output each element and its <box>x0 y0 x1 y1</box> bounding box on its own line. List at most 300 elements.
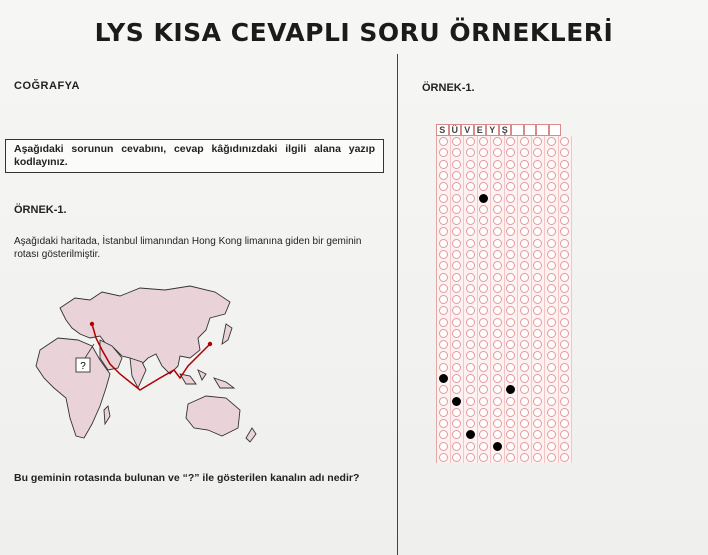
answer-bubble[interactable] <box>520 205 529 214</box>
answer-bubble[interactable] <box>533 250 542 259</box>
answer-bubble[interactable] <box>520 160 529 169</box>
answer-bubble[interactable] <box>439 363 448 372</box>
answer-bubble[interactable] <box>520 227 529 236</box>
answer-bubble[interactable] <box>479 227 488 236</box>
answer-bubble[interactable] <box>520 442 529 451</box>
answer-bubble[interactable] <box>520 239 529 248</box>
filled-bubble[interactable] <box>493 442 502 451</box>
australia-landmass <box>186 396 240 436</box>
answer-letter-cell: S <box>436 124 449 136</box>
answer-bubble[interactable] <box>506 408 515 417</box>
answer-bubble[interactable] <box>439 250 448 259</box>
answer-bubble[interactable] <box>466 374 475 383</box>
answer-bubble[interactable] <box>452 340 461 349</box>
answer-bubble[interactable] <box>560 351 569 360</box>
answer-bubble[interactable] <box>547 160 556 169</box>
answer-bubble[interactable] <box>493 250 502 259</box>
answer-bubble[interactable] <box>560 397 569 406</box>
answer-bubble[interactable] <box>493 261 502 270</box>
answer-bubble[interactable] <box>533 205 542 214</box>
answer-bubble[interactable] <box>466 182 475 191</box>
answer-bubble[interactable] <box>493 363 502 372</box>
answer-bubble[interactable] <box>439 261 448 270</box>
answer-bubble[interactable] <box>439 160 448 169</box>
answer-bubble[interactable] <box>466 261 475 270</box>
answer-bubble[interactable] <box>547 374 556 383</box>
answer-bubble[interactable] <box>547 216 556 225</box>
answer-bubble[interactable] <box>479 171 488 180</box>
answer-bubble[interactable] <box>520 419 529 428</box>
answer-bubble[interactable] <box>560 216 569 225</box>
answer-bubble[interactable] <box>547 340 556 349</box>
answer-bubble[interactable] <box>533 430 542 439</box>
answer-bubble[interactable] <box>506 171 515 180</box>
answer-bubble[interactable] <box>533 442 542 451</box>
answer-letter-row <box>436 124 572 136</box>
answer-bubble[interactable] <box>452 385 461 394</box>
answer-bubble[interactable] <box>493 329 502 338</box>
question-text: Bu geminin rotasında bulunan ve “?” ile gösterilen kanalın adı nedir? <box>14 472 360 484</box>
answer-bubble[interactable] <box>479 273 488 282</box>
answer-bubble[interactable] <box>439 194 448 203</box>
answer-bubble[interactable] <box>493 194 502 203</box>
answer-bubble[interactable] <box>452 273 461 282</box>
filled-bubble[interactable] <box>439 374 448 383</box>
answer-bubble[interactable] <box>533 318 542 327</box>
answer-bubble[interactable] <box>520 194 529 203</box>
answer-bubble[interactable] <box>439 227 448 236</box>
answer-bubble[interactable] <box>533 194 542 203</box>
answer-bubble[interactable] <box>493 216 502 225</box>
answer-bubble[interactable] <box>479 239 488 248</box>
answer-bubble[interactable] <box>547 318 556 327</box>
answer-bubble[interactable] <box>493 227 502 236</box>
answer-bubble[interactable] <box>520 148 529 157</box>
answer-bubble[interactable] <box>547 397 556 406</box>
answer-bubble[interactable] <box>452 329 461 338</box>
answer-bubble[interactable] <box>439 329 448 338</box>
answer-bubble[interactable] <box>466 227 475 236</box>
answer-bubble[interactable] <box>493 137 502 146</box>
filled-bubble[interactable] <box>452 397 461 406</box>
answer-bubble[interactable] <box>479 408 488 417</box>
answer-bubble[interactable] <box>506 318 515 327</box>
answer-bubble[interactable] <box>520 453 529 462</box>
answer-bubble[interactable] <box>479 363 488 372</box>
answer-bubble[interactable] <box>547 408 556 417</box>
answer-bubble[interactable] <box>560 385 569 394</box>
answer-bubble[interactable] <box>506 261 515 270</box>
answer-bubble[interactable] <box>439 182 448 191</box>
answer-bubble[interactable] <box>547 419 556 428</box>
answer-bubble[interactable] <box>560 419 569 428</box>
answer-bubble[interactable] <box>520 182 529 191</box>
answer-bubble[interactable] <box>506 397 515 406</box>
answer-bubble[interactable] <box>479 148 488 157</box>
answer-bubble[interactable] <box>466 385 475 394</box>
answer-bubble[interactable] <box>560 408 569 417</box>
answer-bubble[interactable] <box>533 239 542 248</box>
answer-bubble[interactable] <box>533 160 542 169</box>
answer-bubble[interactable] <box>520 351 529 360</box>
answer-bubble[interactable] <box>466 216 475 225</box>
answer-bubble[interactable] <box>452 351 461 360</box>
answer-bubble[interactable] <box>452 216 461 225</box>
answer-bubble[interactable] <box>560 363 569 372</box>
answer-bubble[interactable] <box>479 284 488 293</box>
answer-bubble[interactable] <box>533 182 542 191</box>
answer-bubble[interactable] <box>452 205 461 214</box>
answer-bubble[interactable] <box>466 250 475 259</box>
answer-bubble[interactable] <box>547 453 556 462</box>
answer-bubble[interactable] <box>520 216 529 225</box>
answer-bubble[interactable] <box>533 227 542 236</box>
answer-bubble[interactable] <box>506 419 515 428</box>
answer-bubble[interactable] <box>506 182 515 191</box>
answer-bubble[interactable] <box>520 397 529 406</box>
answer-bubble[interactable] <box>466 273 475 282</box>
answer-bubble[interactable] <box>547 430 556 439</box>
answer-bubble[interactable] <box>506 442 515 451</box>
answer-bubble[interactable] <box>520 295 529 304</box>
answer-bubble[interactable] <box>520 137 529 146</box>
answer-bubble[interactable] <box>466 397 475 406</box>
marker-label: ? <box>80 361 86 372</box>
answer-bubble[interactable] <box>493 148 502 157</box>
answer-bubble[interactable] <box>560 171 569 180</box>
answer-bubble[interactable] <box>493 160 502 169</box>
africa-landmass <box>36 338 110 438</box>
answer-bubble[interactable] <box>560 194 569 203</box>
answer-bubble[interactable] <box>452 194 461 203</box>
answer-bubble[interactable] <box>560 160 569 169</box>
answer-bubble[interactable] <box>547 137 556 146</box>
answer-bubble[interactable] <box>547 182 556 191</box>
answer-bubble[interactable] <box>439 351 448 360</box>
answer-bubble[interactable] <box>547 306 556 315</box>
answer-bubble[interactable] <box>479 430 488 439</box>
answer-bubble[interactable] <box>506 351 515 360</box>
answer-bubble[interactable] <box>479 306 488 315</box>
answer-bubble[interactable] <box>493 397 502 406</box>
answer-bubble[interactable] <box>520 340 529 349</box>
answer-bubble[interactable] <box>493 385 502 394</box>
answer-bubble[interactable] <box>547 194 556 203</box>
answer-bubble[interactable] <box>466 148 475 157</box>
answer-bubble[interactable] <box>493 273 502 282</box>
answer-bubble[interactable] <box>520 374 529 383</box>
answer-bubble[interactable] <box>533 397 542 406</box>
answer-bubble[interactable] <box>493 306 502 315</box>
answer-bubble[interactable] <box>547 227 556 236</box>
answer-bubble[interactable] <box>466 137 475 146</box>
answer-bubble[interactable] <box>560 295 569 304</box>
answer-bubble[interactable] <box>452 227 461 236</box>
answer-bubble[interactable] <box>493 340 502 349</box>
answer-bubble[interactable] <box>547 351 556 360</box>
answer-bubble[interactable] <box>439 295 448 304</box>
answer-bubble[interactable] <box>439 239 448 248</box>
bubble-column <box>505 136 519 463</box>
answer-bubble[interactable] <box>439 340 448 349</box>
answer-bubble[interactable] <box>493 430 502 439</box>
answer-bubble[interactable] <box>452 261 461 270</box>
filled-bubble[interactable] <box>479 194 488 203</box>
answer-bubble[interactable] <box>493 239 502 248</box>
answer-bubble[interactable] <box>466 351 475 360</box>
answer-bubble[interactable] <box>493 419 502 428</box>
answer-bubble[interactable] <box>493 351 502 360</box>
answer-bubble[interactable] <box>479 374 488 383</box>
answer-bubble[interactable] <box>560 374 569 383</box>
answer-bubble[interactable] <box>560 442 569 451</box>
answer-bubble[interactable] <box>547 363 556 372</box>
answer-bubble[interactable] <box>533 216 542 225</box>
answer-bubble[interactable] <box>560 453 569 462</box>
answer-bubble[interactable] <box>452 239 461 248</box>
answer-bubble[interactable] <box>439 318 448 327</box>
answer-bubble[interactable] <box>533 295 542 304</box>
answer-bubble[interactable] <box>506 430 515 439</box>
answer-bubble[interactable] <box>466 329 475 338</box>
answer-bubble[interactable] <box>547 284 556 293</box>
answer-bubble[interactable] <box>560 261 569 270</box>
answer-bubble[interactable] <box>452 182 461 191</box>
answer-bubble[interactable] <box>439 408 448 417</box>
instruction-box: Aşağıdaki sorunun cevabını, cevap kâğıdınızdaki ilgili alana yazıp kodlayınız. <box>5 139 384 173</box>
answer-bubble[interactable] <box>560 306 569 315</box>
bubble-column <box>464 136 478 463</box>
answer-bubble[interactable] <box>506 250 515 259</box>
answer-bubble[interactable] <box>533 363 542 372</box>
answer-bubble[interactable] <box>520 363 529 372</box>
answer-bubble[interactable] <box>452 374 461 383</box>
answer-bubble[interactable] <box>493 295 502 304</box>
filled-bubble[interactable] <box>506 385 515 394</box>
answer-bubble[interactable] <box>466 363 475 372</box>
answer-bubble[interactable] <box>439 137 448 146</box>
answer-bubble[interactable] <box>452 363 461 372</box>
answer-bubble[interactable] <box>560 239 569 248</box>
answer-bubble[interactable] <box>493 205 502 214</box>
answer-bubble[interactable] <box>533 385 542 394</box>
answer-bubble[interactable] <box>506 340 515 349</box>
answer-bubble[interactable] <box>547 205 556 214</box>
answer-bubble[interactable] <box>506 227 515 236</box>
answer-bubble[interactable] <box>506 194 515 203</box>
answer-bubble[interactable] <box>506 216 515 225</box>
answer-bubble[interactable] <box>506 453 515 462</box>
answer-bubble[interactable] <box>547 239 556 248</box>
answer-bubble[interactable] <box>520 408 529 417</box>
answer-bubble[interactable] <box>479 318 488 327</box>
answer-bubble[interactable] <box>452 250 461 259</box>
answer-bubble[interactable] <box>560 182 569 191</box>
answer-bubble[interactable] <box>533 329 542 338</box>
answer-bubble[interactable] <box>506 148 515 157</box>
answer-bubble[interactable] <box>560 250 569 259</box>
answer-bubble[interactable] <box>452 137 461 146</box>
answer-bubble[interactable] <box>466 160 475 169</box>
answer-bubble[interactable] <box>479 295 488 304</box>
answer-bubble[interactable] <box>533 374 542 383</box>
answer-bubble[interactable] <box>466 284 475 293</box>
answer-bubble[interactable] <box>479 329 488 338</box>
answer-bubble[interactable] <box>560 284 569 293</box>
answer-bubble[interactable] <box>560 430 569 439</box>
bubble-column <box>532 136 546 463</box>
answer-bubble[interactable] <box>466 194 475 203</box>
answer-bubble[interactable] <box>466 442 475 451</box>
answer-bubble[interactable] <box>520 306 529 315</box>
answer-bubble[interactable] <box>493 374 502 383</box>
answer-bubble[interactable] <box>439 273 448 282</box>
answer-bubble[interactable] <box>560 148 569 157</box>
answer-bubble[interactable] <box>452 453 461 462</box>
answer-bubble[interactable] <box>506 239 515 248</box>
answer-bubble[interactable] <box>506 205 515 214</box>
answer-bubble[interactable] <box>493 182 502 191</box>
answer-bubble[interactable] <box>506 273 515 282</box>
answer-bubble[interactable] <box>452 284 461 293</box>
answer-bubble[interactable] <box>533 351 542 360</box>
answer-bubble[interactable] <box>493 284 502 293</box>
answer-bubble[interactable] <box>439 442 448 451</box>
answer-bubble[interactable] <box>560 273 569 282</box>
answer-bubble[interactable] <box>452 419 461 428</box>
answer-bubble[interactable] <box>547 442 556 451</box>
answer-bubble[interactable] <box>547 171 556 180</box>
answer-bubble[interactable] <box>506 374 515 383</box>
answer-bubble[interactable] <box>452 408 461 417</box>
answer-bubble[interactable] <box>493 318 502 327</box>
answer-bubble[interactable] <box>479 137 488 146</box>
answer-bubble[interactable] <box>439 419 448 428</box>
answer-bubble[interactable] <box>466 419 475 428</box>
answer-bubble[interactable] <box>560 329 569 338</box>
answer-bubble[interactable] <box>466 453 475 462</box>
answer-bubble[interactable] <box>520 284 529 293</box>
answer-bubble[interactable] <box>452 306 461 315</box>
answer-bubble[interactable] <box>506 329 515 338</box>
answer-bubble[interactable] <box>520 273 529 282</box>
answer-bubble[interactable] <box>506 160 515 169</box>
answer-bubble[interactable] <box>452 160 461 169</box>
answer-bubble[interactable] <box>466 171 475 180</box>
answer-bubble[interactable] <box>452 148 461 157</box>
answer-bubble[interactable] <box>547 329 556 338</box>
answer-bubble[interactable] <box>452 171 461 180</box>
answer-bubble[interactable] <box>439 171 448 180</box>
answer-bubble[interactable] <box>452 430 461 439</box>
answer-bubble[interactable] <box>439 148 448 157</box>
answer-bubble[interactable] <box>479 397 488 406</box>
answer-bubble[interactable] <box>506 306 515 315</box>
answer-bubble[interactable] <box>533 261 542 270</box>
answer-bubble[interactable] <box>533 306 542 315</box>
answer-bubble[interactable] <box>493 171 502 180</box>
answer-bubble[interactable] <box>479 442 488 451</box>
answer-bubble[interactable] <box>560 340 569 349</box>
filled-bubble[interactable] <box>466 430 475 439</box>
answer-bubble[interactable] <box>452 442 461 451</box>
answer-bubble[interactable] <box>547 273 556 282</box>
answer-bubble[interactable] <box>452 318 461 327</box>
answer-bubble[interactable] <box>547 385 556 394</box>
answer-bubble[interactable] <box>439 453 448 462</box>
answer-bubble[interactable] <box>466 306 475 315</box>
answer-bubble[interactable] <box>533 453 542 462</box>
answer-bubble[interactable] <box>466 408 475 417</box>
answer-bubble[interactable] <box>439 306 448 315</box>
answer-bubble[interactable] <box>479 419 488 428</box>
answer-bubble[interactable] <box>560 227 569 236</box>
answer-bubble[interactable] <box>452 295 461 304</box>
answer-bubble[interactable] <box>533 408 542 417</box>
answer-bubble[interactable] <box>520 250 529 259</box>
answer-bubble[interactable] <box>520 329 529 338</box>
answer-bubble[interactable] <box>466 205 475 214</box>
answer-bubble[interactable] <box>520 318 529 327</box>
answer-bubble[interactable] <box>479 340 488 349</box>
answer-bubble[interactable] <box>466 340 475 349</box>
answer-bubble[interactable] <box>520 261 529 270</box>
answer-bubble[interactable] <box>439 397 448 406</box>
answer-bubble[interactable] <box>520 171 529 180</box>
answer-bubble[interactable] <box>506 137 515 146</box>
answer-bubble[interactable] <box>479 216 488 225</box>
answer-bubble[interactable] <box>533 340 542 349</box>
answer-bubble[interactable] <box>493 408 502 417</box>
answer-bubble[interactable] <box>506 363 515 372</box>
answer-bubble[interactable] <box>479 351 488 360</box>
answer-bubble[interactable] <box>439 284 448 293</box>
answer-bubble[interactable] <box>533 419 542 428</box>
answer-bubble[interactable] <box>560 205 569 214</box>
answer-bubble[interactable] <box>547 261 556 270</box>
answer-bubble[interactable] <box>439 385 448 394</box>
answer-bubble[interactable] <box>533 137 542 146</box>
answer-bubble[interactable] <box>479 160 488 169</box>
answer-bubble[interactable] <box>466 295 475 304</box>
answer-bubble[interactable] <box>533 148 542 157</box>
answer-bubble[interactable] <box>466 318 475 327</box>
answer-bubble[interactable] <box>493 453 502 462</box>
answer-bubble[interactable] <box>520 385 529 394</box>
answer-bubble[interactable] <box>533 273 542 282</box>
answer-bubble[interactable] <box>560 137 569 146</box>
answer-bubble[interactable] <box>479 453 488 462</box>
answer-bubble[interactable] <box>439 205 448 214</box>
answer-bubble[interactable] <box>560 318 569 327</box>
answer-bubble[interactable] <box>547 148 556 157</box>
answer-bubble[interactable] <box>479 205 488 214</box>
answer-bubble[interactable] <box>466 239 475 248</box>
answer-bubble[interactable] <box>506 284 515 293</box>
answer-bubble[interactable] <box>547 295 556 304</box>
answer-bubble[interactable] <box>479 261 488 270</box>
answer-bubble[interactable] <box>479 250 488 259</box>
answer-bubble[interactable] <box>479 385 488 394</box>
answer-bubble[interactable] <box>439 216 448 225</box>
answer-bubble[interactable] <box>533 171 542 180</box>
answer-bubble[interactable] <box>479 182 488 191</box>
answer-bubble[interactable] <box>439 430 448 439</box>
answer-bubble[interactable] <box>520 430 529 439</box>
answer-bubble[interactable] <box>533 284 542 293</box>
answer-bubble[interactable] <box>547 250 556 259</box>
answer-bubble[interactable] <box>506 295 515 304</box>
